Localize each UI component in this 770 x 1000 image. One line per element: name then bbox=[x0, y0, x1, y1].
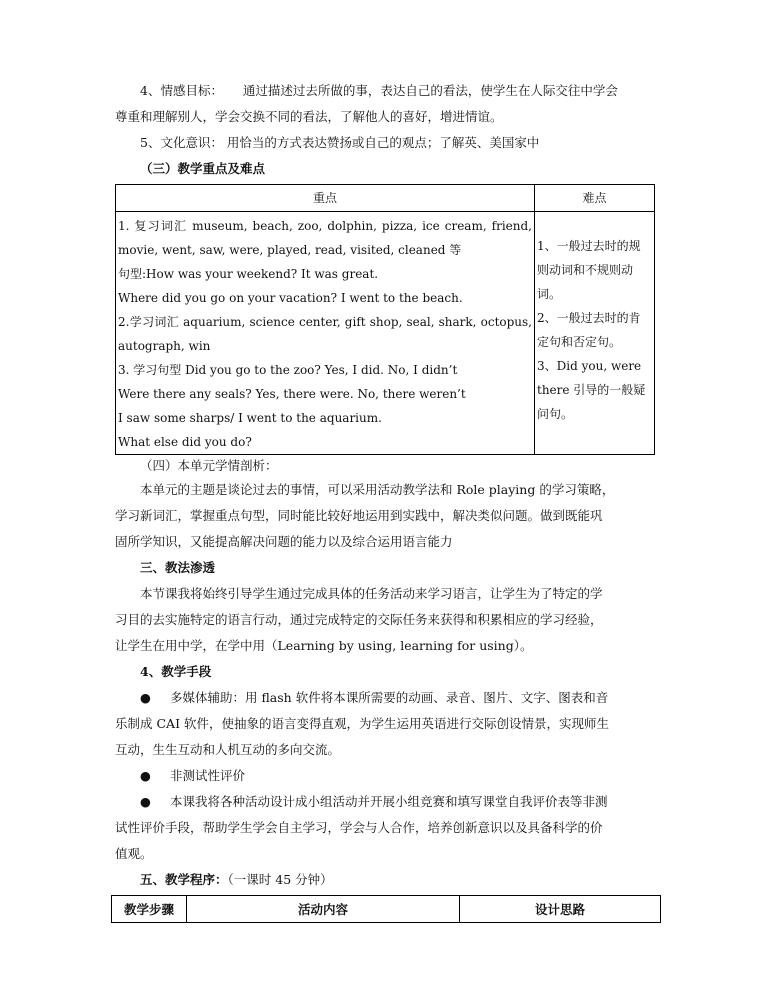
method-line: 本节课我将始终引导学生通过完成具体的任务活动来学习语言，让学生为了特定的学 bbox=[140, 586, 603, 601]
analysis-line: 本单元的主题是谈论过去的事情，可以采用活动教学法和 Role playing 的学习策略， bbox=[140, 482, 615, 497]
header-key-points: 重点 bbox=[116, 185, 535, 212]
bullet-icon: ● bbox=[140, 768, 151, 783]
key-points-cell bbox=[116, 212, 535, 455]
diff-line: there 引导的一般疑 bbox=[537, 383, 646, 397]
document-page bbox=[115, 78, 660, 923]
key-line: Were there any seals? Yes, there were. No, there weren’t bbox=[118, 387, 466, 401]
bullet-icon: ● bbox=[140, 794, 151, 809]
header-difficult-points: 难点 bbox=[535, 185, 655, 212]
col-design-idea: 设计思路 bbox=[460, 896, 661, 923]
method-line: 习目的去实施特定的语言行动，通过完成特定的交际任务来获得和积累相应的学习经验， bbox=[115, 612, 603, 627]
heading-analysis: （四）本单元学情剖析： bbox=[140, 458, 278, 473]
method-line: 让学生在用中学，在学中用（Learning by using, learning for using）。 bbox=[115, 638, 533, 653]
key-line: 2.学习词汇 aquarium, science center, gift shop, seal, shark, octopus, bbox=[118, 315, 532, 329]
key-line: autograph, win bbox=[118, 339, 211, 353]
key-line: What else did you do? bbox=[118, 435, 252, 449]
diff-line: 2、一般过去时的肯 bbox=[537, 311, 641, 325]
key-line: Where did you go on your vacation? I went to the beach. bbox=[118, 291, 463, 305]
affective-goal-label: 4、情感目标： bbox=[140, 83, 223, 98]
key-line: I saw some sharps/ I went to the aquarium. bbox=[118, 411, 382, 425]
bullet-continuation: 值观。 bbox=[115, 846, 153, 861]
section-teaching-procedure: 五、教学程序：（一课时 45 分钟） bbox=[140, 872, 333, 887]
analysis-line: 学习新词汇，掌握重点句型，同时能比较好地运用到实践中，解决类似问题。做到既能巩 bbox=[115, 508, 603, 523]
diff-line: 词。 bbox=[537, 287, 562, 301]
affective-goal-line2: 尊重和理解别人，学会交换不同的看法，了解他人的喜好，增进情谊。 bbox=[115, 109, 503, 124]
difficult-points-cell bbox=[535, 212, 655, 455]
diff-line: 3、Did you, were bbox=[537, 359, 642, 373]
heading-key-points: （三）教学重点及难点 bbox=[140, 161, 266, 176]
analysis-line: 固所学知识，又能提高解决问题的能力以及综合运用语言能力 bbox=[115, 534, 453, 549]
bullet-item-evaluation: ● 非测试性评价 bbox=[115, 763, 660, 789]
col-teaching-steps: 教学步骤 bbox=[112, 896, 187, 923]
section-teaching-means: 4、教学手段 bbox=[140, 664, 212, 679]
diff-line: 问句。 bbox=[537, 407, 574, 421]
bullet-continuation: 乐制成 CAI 软件，使抽象的语言变得直观，为学生运用英语进行交际创设情景，实现师生 bbox=[115, 716, 609, 731]
cultural-awareness: 5、文化意识： 用恰当的方式表达赞扬或自己的观点；了解英、美国家中 bbox=[140, 135, 540, 150]
key-difficult-table bbox=[115, 184, 655, 455]
section-teaching-method: 三、教法渗透 bbox=[140, 560, 216, 575]
col-activity-content: 活动内容 bbox=[187, 896, 460, 923]
diff-line: 定句和否定句。 bbox=[537, 335, 622, 349]
bullet-item-activities: ● 本课我将各种活动设计成小组活动并开展小组竞赛和填写课堂自我评价表等非测 bbox=[115, 789, 660, 815]
key-line: movie, went, saw, were, played, read, visited, cleaned 等 bbox=[118, 243, 462, 257]
bullet-icon: ● bbox=[140, 690, 151, 705]
procedure-table bbox=[111, 895, 661, 923]
affective-goal-line1 bbox=[115, 78, 660, 104]
key-line: 1. 复习词汇 museum, beach, zoo, dolphin, pizza, ice cream, friend, bbox=[118, 219, 532, 233]
key-line: 3. 学习句型 Did you go to the zoo? Yes, I did. No, I didn’t bbox=[118, 363, 458, 377]
bullet-item-multimedia: ● 多媒体辅助：用 flash 软件将本课所需要的动画、录音、图片、文字、图表和音 bbox=[115, 685, 660, 711]
diff-line: 则动词和不规则动 bbox=[537, 263, 634, 277]
bullet-continuation: 互动，生生互动和人机互动的多向交流。 bbox=[115, 742, 341, 757]
affective-goal-text: 通过描述过去所做的事，表达自己的看法，使学生在人际交往中学会 bbox=[242, 83, 618, 98]
diff-line: 1、一般过去时的规 bbox=[537, 239, 641, 253]
bullet-continuation: 试性评价手段，帮助学生学会自主学习，学会与人合作，培养创新意识以及具备科学的价 bbox=[115, 820, 603, 835]
key-line: 句型:How was your weekend? It was great. bbox=[118, 267, 379, 281]
